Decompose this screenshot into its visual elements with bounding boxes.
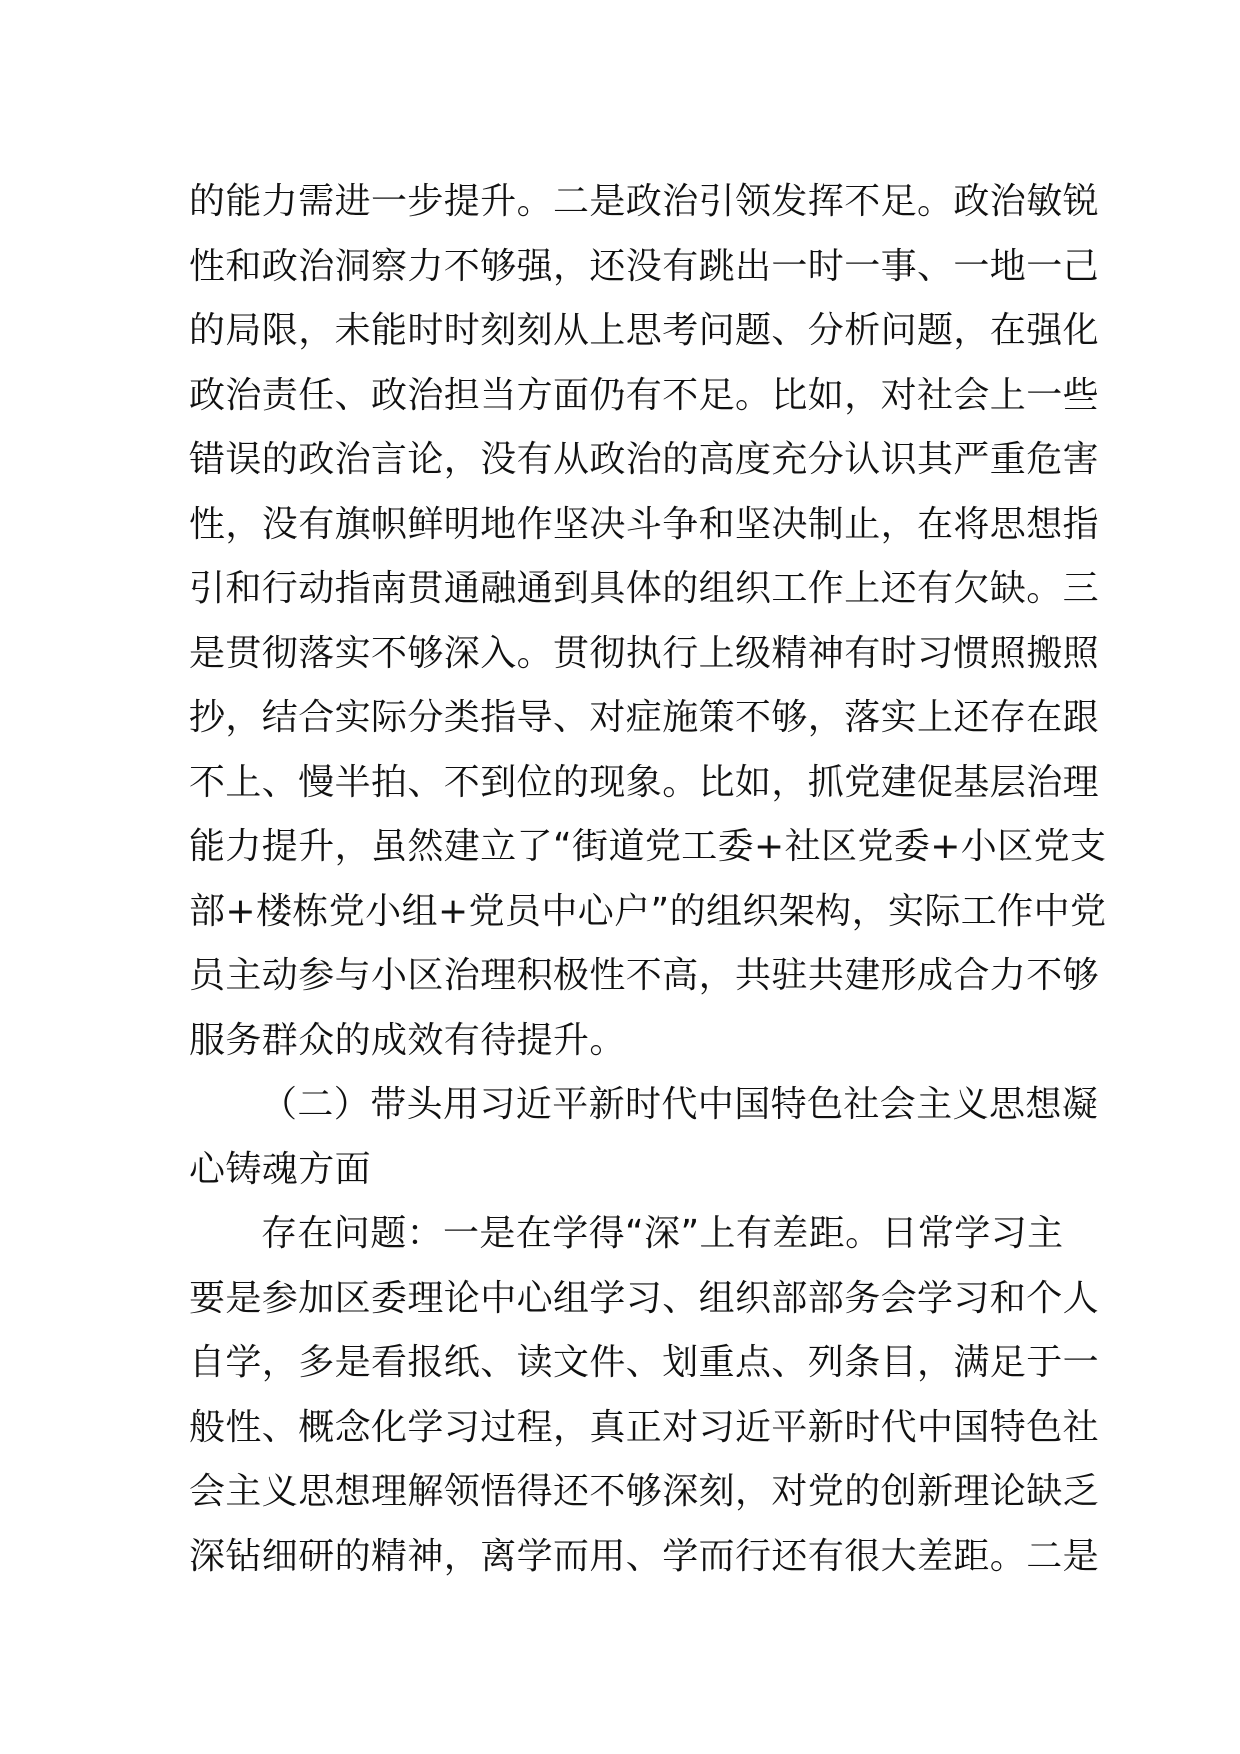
text-line: 深钻细研的精神，离学而用、学而行还有很大差距。二是	[189, 1535, 1100, 1577]
text-line: 抄，结合实际分类指导、对症施策不够，落实上还存在跟	[189, 697, 1100, 738]
text-line: 不上、慢半拍、不到位的现象。比如，抓党建促基层治理	[189, 761, 1100, 803]
text-line: 员主动参与小区治理积极性不高，共驻共建形成合力不够	[189, 955, 1100, 996]
body-text	[189, 170, 1107, 1589]
text-line: 自学，多是看报纸、读文件、划重点、列条目，满足于一	[189, 1342, 1100, 1383]
text-line: 是贯彻落实不够深入。贯彻执行上级精神有时习惯照搬照	[189, 632, 1100, 674]
text-line: 服务群众的成效有待提升。	[189, 1019, 626, 1061]
text-line: 能力提升，虽然建立了“街道党工委+社区党委+小区党支	[189, 826, 1107, 867]
text-line: 性，没有旗帜鲜明地作坚决斗争和坚决制止，在将思想指	[189, 503, 1100, 545]
text-line: 存在问题：一是在学得“深”上有差距。日常学习主	[261, 1213, 1064, 1254]
text-line: （二）带头用习近平新时代中国特色社会主义思想凝	[261, 1084, 1099, 1125]
text-line: 引和行动指南贯通融通到具体的组织工作上还有欠缺。三	[189, 568, 1100, 609]
text-line: 错误的政治言论，没有从政治的高度充分认识其严重危害	[189, 439, 1100, 480]
text-line: 政治责任、政治担当方面仍有不足。比如，对社会上一些	[189, 374, 1100, 416]
text-line: 要是参加区委理论中心组学习、组织部部务会学习和个人	[189, 1277, 1100, 1319]
text-line: 部+楼栋党小组+党员中心户”的组织架构，实际工作中党	[189, 890, 1107, 932]
text-line: 的能力需进一步提升。二是政治引领发挥不足。政治敏锐	[189, 181, 1100, 222]
text-line: 会主义思想理解领悟得还不够深刻，对党的创新理论缺乏	[189, 1471, 1100, 1512]
text-line: 的局限，未能时时刻刻从上思考问题、分析问题，在强化	[189, 310, 1100, 351]
text-line: 心铸魂方面	[189, 1148, 372, 1190]
text-line: 般性、概念化学习过程，真正对习近平新时代中国特色社	[189, 1406, 1100, 1448]
text-line: 性和政治洞察力不够强，还没有跳出一时一事、一地一己	[189, 245, 1100, 287]
